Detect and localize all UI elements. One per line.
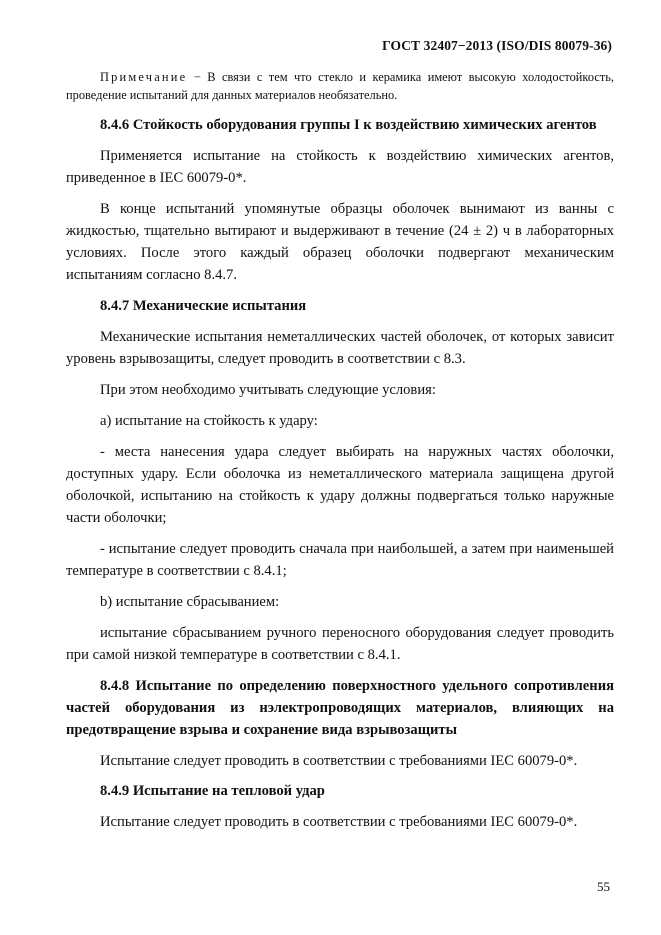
section-8-4-8-heading: 8.4.8 Испытание по определению поверхностного удельного сопротивления частей оборудования из нэлектропроводящих материалов, влияющих на предотвращение взрыва и сохранение вида взрывозащиты (66, 678, 614, 738)
section-8-4-6-heading: 8.4.6 Стойкость оборудования группы I к воздействию химических агентов (100, 117, 597, 133)
bullet-item-2: - испытание следует проводить сначала при наибольшей, а затем при наименьшей температуре в соответствии с 8.4.1; (66, 541, 614, 579)
note-paragraph (66, 68, 614, 104)
list-item-b: b) испытание сбрасыванием: (100, 594, 280, 610)
section-8-4-7-paragraph-1: Механические испытания неметаллических частей оболочек, от которых зависит уровень взрывозащиты, следует проводить в соответствии с 8.3. (66, 329, 614, 367)
bullet-item-1: - места нанесения удара следует выбирать на наружных частях оболочки, доступных удару. Если оболочка из неметаллического материала защищена другой оболочкой, испытанию на стойкость к удару должны подвергаться только наружные части оболочки; (66, 444, 614, 526)
section-8-4-6-paragraph-1: Применяется испытание на стойкость к воздействию химических агентов, приведенное в IEC 60079-0*. (66, 148, 614, 186)
page-number: 55 (597, 879, 610, 894)
section-8-4-9-heading: 8.4.9 Испытание на тепловой удар (100, 783, 325, 799)
section-8-4-7-heading: 8.4.7 Механические испытания (100, 298, 307, 314)
note-text: − В связи с тем что стекло и керамика имеют высокую холодостойкость, проведение испытаний для данных материалов необязательно. (66, 70, 614, 102)
list-item-a: а) испытание на стойкость к удару: (100, 413, 318, 429)
section-8-4-6-paragraph-2: В конце испытаний упомянутые образцы оболочек вынимают из ванны с жидкостью, тщательно вытирают и выдерживают в течение (24 ± 2) ч в лабораторных условиях. После этого каждый образец оболочки подвергают механическим испытаниям согласно 8.4.7. (66, 201, 614, 283)
note-label: Примечание (100, 70, 188, 84)
section-8-4-7-paragraph-3: испытание сбрасыванием ручного переносного оборудования следует проводить при самой низкой температуре в соответствии с 8.4.1. (66, 625, 614, 663)
section-8-4-7-paragraph-2: При этом необходимо учитывать следующие условия: (100, 382, 436, 398)
section-8-4-8-paragraph-1: Испытание следует проводить в соответствии с требованиями IEC 60079-0*. (100, 753, 578, 769)
document-body (66, 68, 614, 842)
section-8-4-9-paragraph-1: Испытание следует проводить в соответствии с требованиями IEC 60079-0*. (100, 814, 578, 830)
document-header: ГОСТ 32407−2013 (ISO/DIS 80079-36) (382, 38, 612, 53)
